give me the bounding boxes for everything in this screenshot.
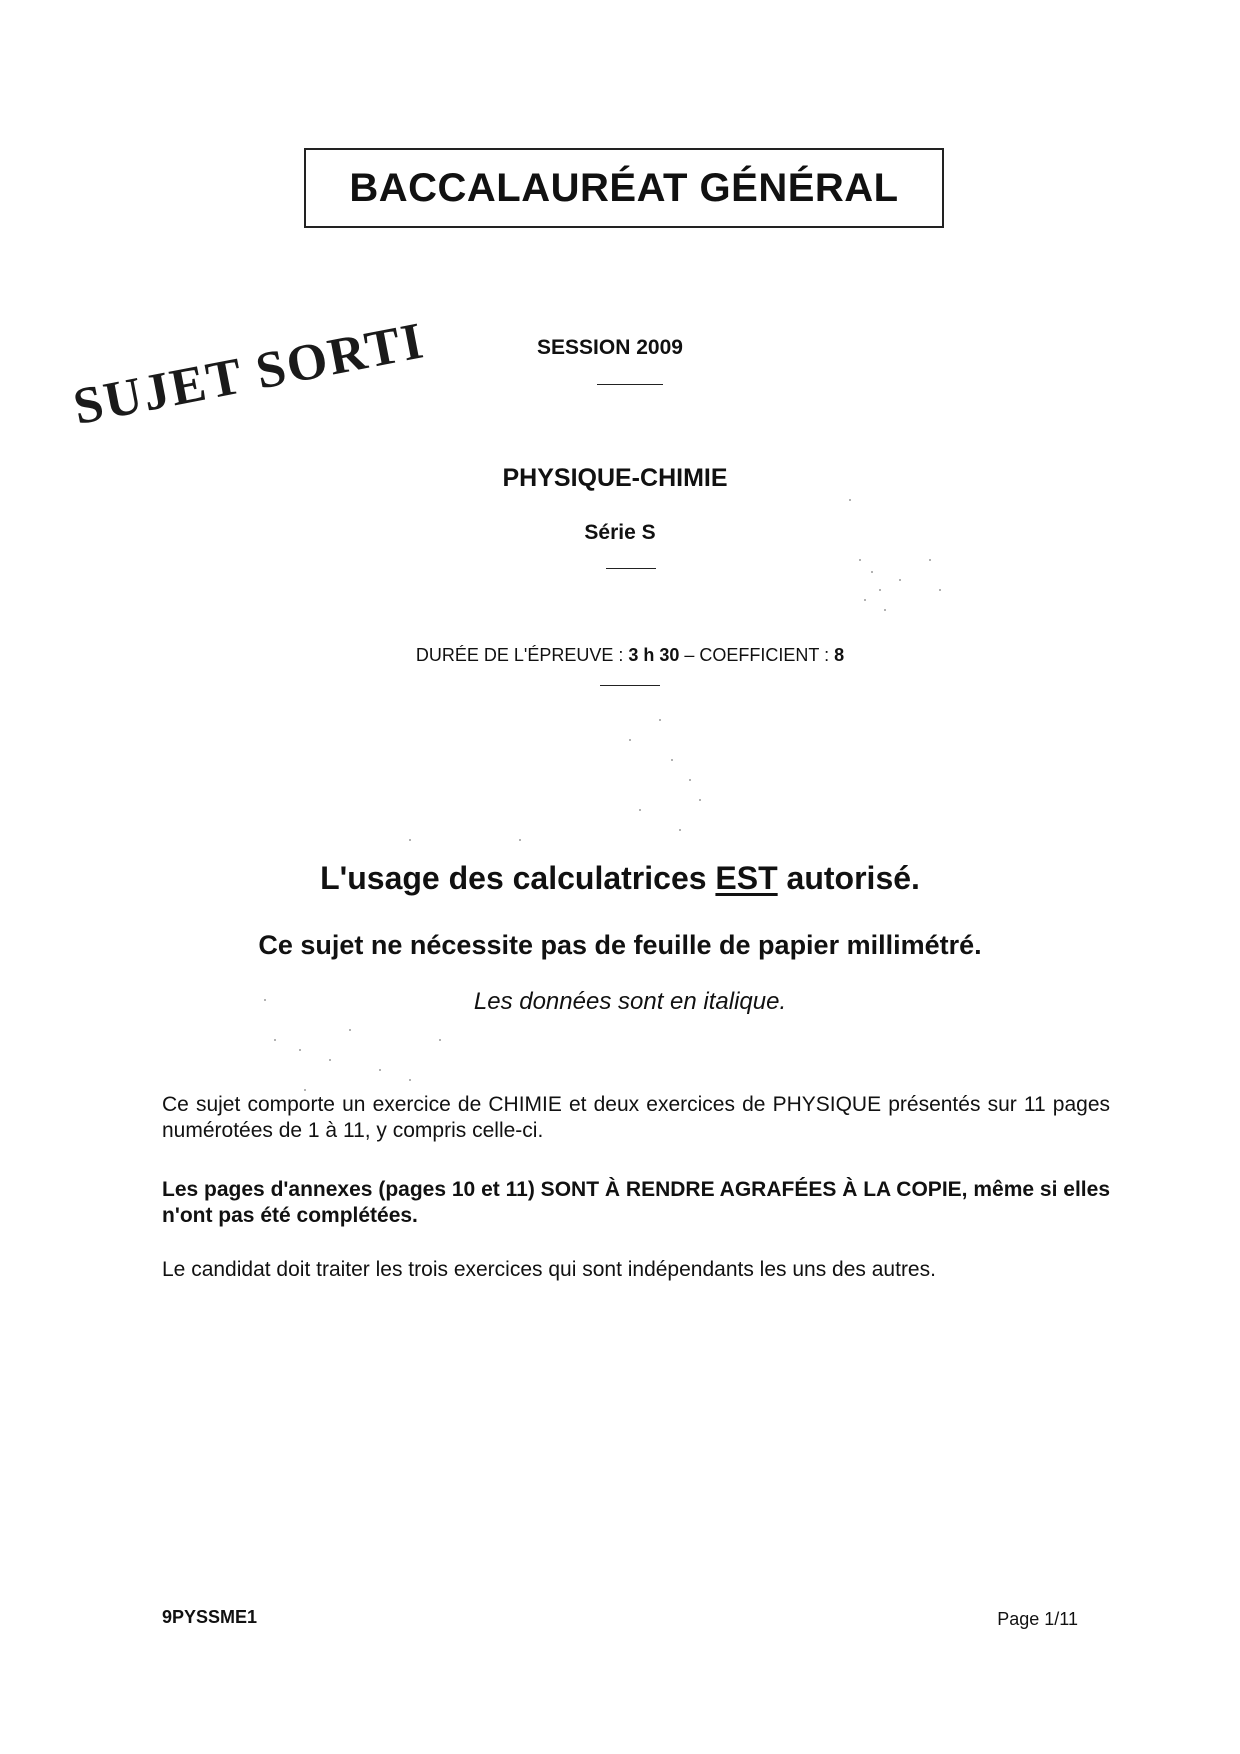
graph-paper-notice: Ce sujet ne nécessite pas de feuille de papier millimétré. (258, 930, 982, 960)
duration-label: DURÉE DE L'ÉPREUVE : (415, 645, 629, 665)
page-number: Page 1/11 (997, 1609, 1078, 1629)
page-title: BACCALAURÉAT GÉNÉRAL (349, 165, 899, 210)
divider (600, 685, 660, 686)
calculator-notice-start: L'usage des calculatrices (320, 860, 716, 896)
divider (606, 568, 656, 569)
coefficient-value: 8 (834, 645, 845, 665)
subject-label: PHYSIQUE-CHIMIE (502, 464, 728, 492)
title-box (304, 148, 944, 228)
sujet-sorti-stamp: SUJET SORTI (68, 312, 430, 437)
duration-value: 3 h 30 (628, 645, 680, 665)
body-paragraph: Ce sujet comporte un exercice de CHIMIE et deux exercices de PHYSIQUE présentés sur 11 pages numérotées de 1 à 11, y compris celle-ci. (162, 1093, 1110, 1142)
serie-label: Série S (584, 521, 656, 544)
separator: – (679, 645, 700, 665)
italic-data-notice: Les données sont en italique. (473, 988, 787, 1015)
calculator-notice-emphasis: EST (715, 860, 778, 896)
annex-instructions: Les pages d'annexes (pages 10 et 11) SONT À RENDRE AGRAFÉES À LA COPIE, même si elles n'ont pas été complétées. (162, 1178, 1110, 1227)
calculator-notice-end: autorisé. (777, 860, 920, 896)
body-paragraph: Le candidat doit traiter les trois exercices qui sont indépendants les uns des autres. (162, 1258, 936, 1281)
session-label: SESSION 2009 (537, 336, 683, 359)
coefficient-label: COEFFICIENT : (699, 645, 835, 665)
calculator-notice (0, 860, 1240, 897)
duration-coefficient-line (350, 645, 910, 666)
subject-code: 9PYSSME1 (162, 1607, 258, 1627)
divider (597, 384, 663, 385)
